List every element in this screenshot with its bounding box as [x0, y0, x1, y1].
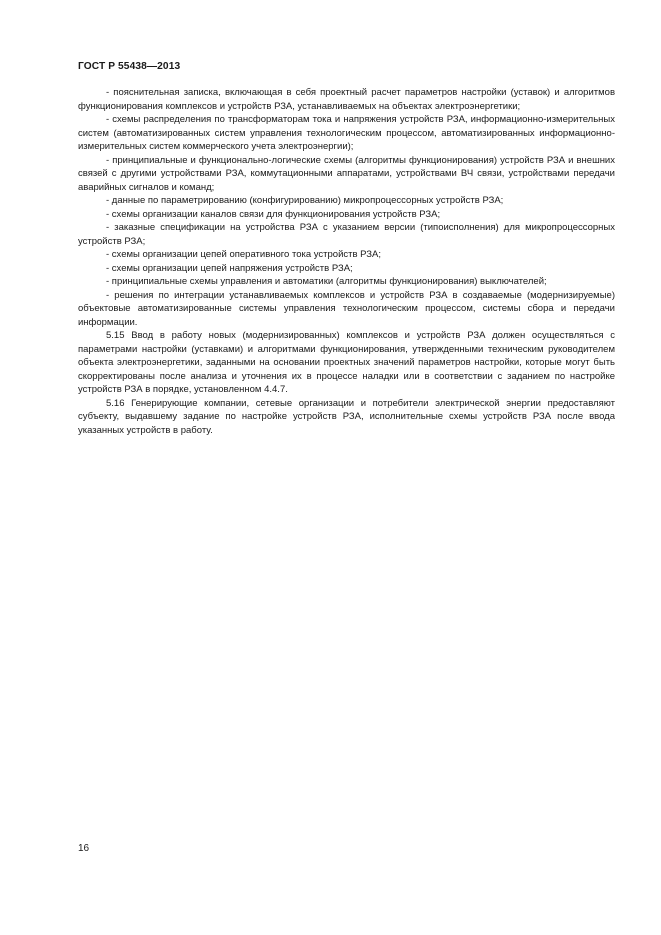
- list-item: - схемы организации цепей оперативного тока устройств РЗА;: [106, 249, 382, 260]
- page-number: 16: [78, 843, 90, 854]
- list-item: - пояснительная записка, включающая в себя проектный расчет параметров настройки (уставок) и алгоритмов функционирования комплексов и устройств РЗА, устанавливаемых на объектах электроэнергетики;: [78, 87, 615, 112]
- clause-5-16: 5.16 Генерирующие компании, сетевые организации и потребители электрической энергии предоставляют субъекту, выдавшему задание по настройке устройств РЗА, исполнительные схемы устройств РЗА после ввода указанных устройств в работу.: [78, 397, 615, 436]
- list-item: - решения по интеграции устанавливаемых комплексов и устройств РЗА в создаваемые (модернизируемые) объектовые автоматизированные системы управления технологическим процессом, системы сбора и передачи информации.: [78, 289, 615, 328]
- list-item: - схемы распределения по трансформаторам тока и напряжения устройств РЗА, информационно-измерительных систем (автоматизированных систем управления технологическим процессом, автоматизированных информационно-измерительных систем коммерческого учета электроэнергии);: [78, 114, 615, 152]
- list-item: - заказные спецификации на устройства РЗА с указанием версии (типоисполнения) для микропроцессорных устройств РЗА;: [78, 222, 615, 247]
- clause-5-15: 5.15 Ввод в работу новых (модернизированных) комплексов и устройств РЗА должен осуществляться с параметрами настройки (уставками) и алгоритмами функционирования, утвержденными техническим руководителем объекта электроэнергетики, заданными на основании проектных значений параметров настройки, которые могут быть скорректированы после анализа и уточнения их в процессе наладки или в соответствии с заданием по настройке устройств РЗА в порядке, установленном 4.4.7.: [78, 330, 615, 395]
- list-item: - схемы организации цепей напряжения устройств РЗА;: [106, 262, 353, 274]
- document-header: ГОСТ Р 55438—2013: [78, 61, 181, 72]
- list-item: - данные по параметрированию (конфигурированию) микропроцессорных устройств РЗА;: [106, 195, 504, 206]
- document-body: [78, 86, 615, 437]
- list-item: - принципиальные схемы управления и автоматики (алгоритмы функционирования) выключателей;: [106, 276, 547, 287]
- list-item: - принципиальные и функционально-логические схемы (алгоритмы функционирования) устройств РЗА и внешних связей с другими устройствами РЗА, коммутационными аппаратами, устройствами ВЧ связи, устройствами передачи аварийных сигналов и команд;: [78, 154, 615, 193]
- list-item: - схемы организации каналов связи для функционирования устройств РЗА;: [106, 208, 441, 220]
